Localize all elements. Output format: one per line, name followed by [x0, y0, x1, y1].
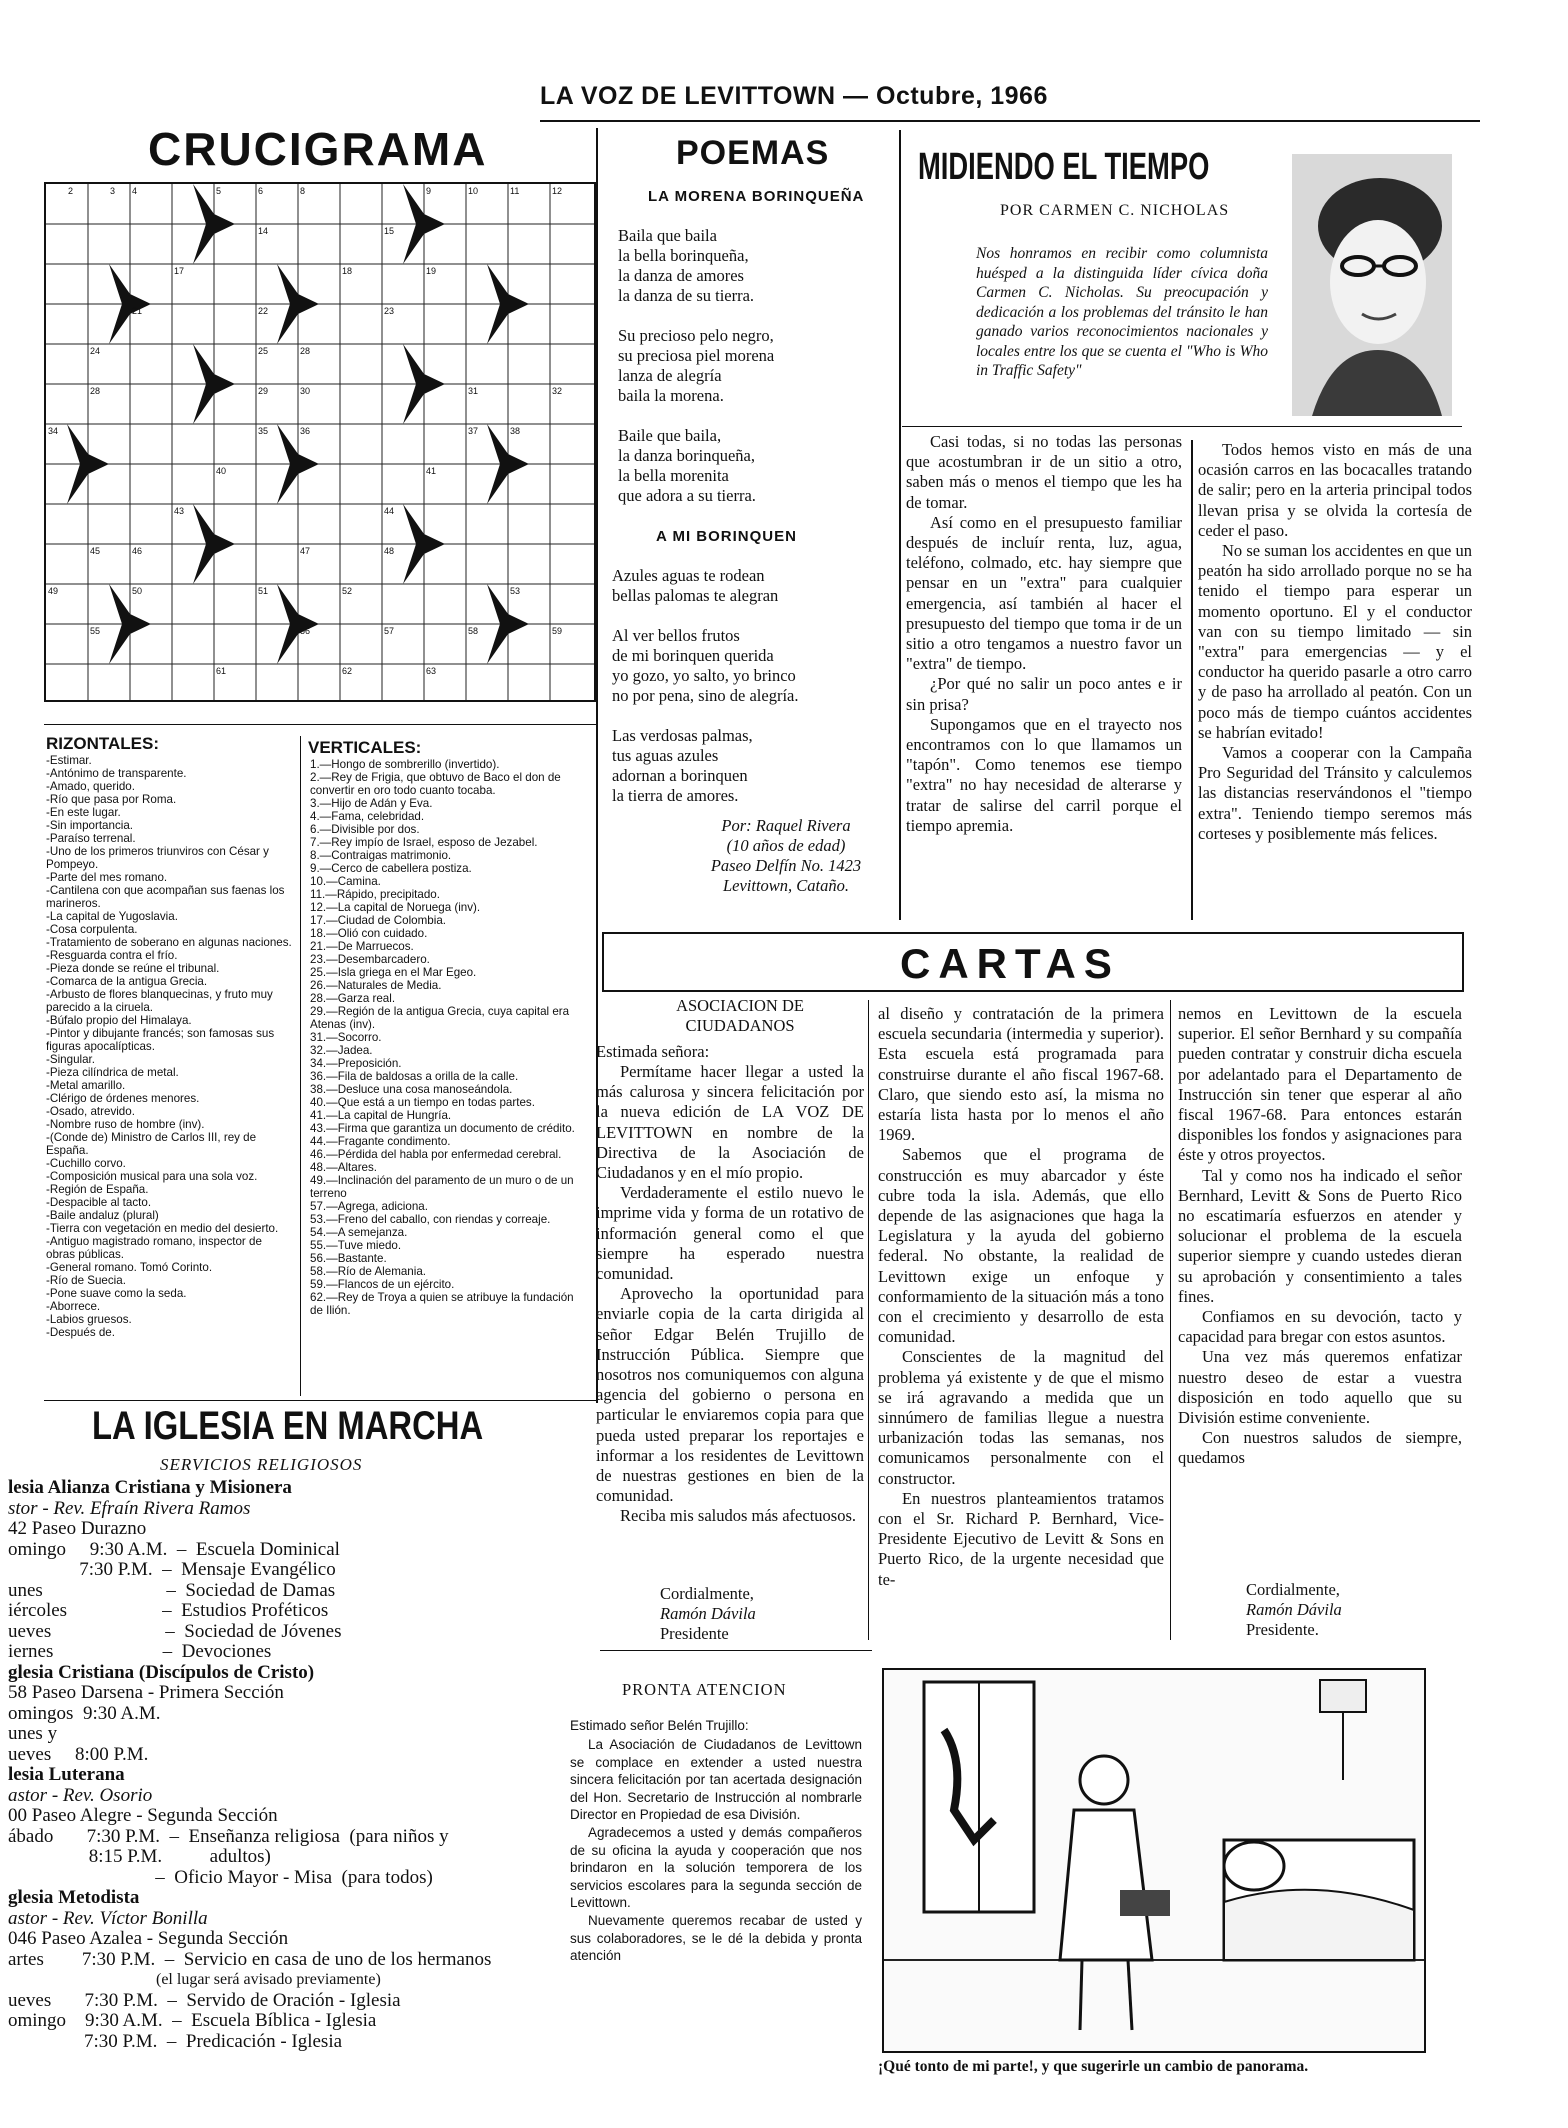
poem-line: Baila que baila: [618, 226, 717, 245]
service-line: stor - Rev. Efraín Rivera Ramos: [8, 1497, 251, 1519]
svg-text:18: 18: [342, 266, 353, 276]
clue-item: 36.—Fila de baldosas a orilla de la calle.: [310, 1070, 519, 1083]
poem-line: adornan a borinquen: [612, 766, 748, 785]
clue-item: -Región de España.: [46, 1183, 149, 1196]
svg-text:53: 53: [510, 586, 521, 596]
letter-paragraph: nemos en Levittown de la escuela superior. El señor Bernhard y su compañía pueden contratar y construir dicha escuela por adelantado para el Departamento de Instrucción sin tener que esperar al año fiscal 1967-68. Para entonces estarán disponibles los fondos y asignaciones para éste y otros proyectos.: [1178, 1004, 1462, 1165]
poem-line: de mi borinquen querida: [612, 646, 774, 665]
service-line: (el lugar será avisado previamente): [8, 1971, 381, 1988]
service-line: – Oficio Mayor - Misa (para todos): [8, 1866, 433, 1888]
clue-item: 29.—Región de la antigua Grecia, cuya capital era Atenas (inv).: [310, 1005, 570, 1031]
clue-item: 58.—Río de Alemania.: [310, 1265, 427, 1278]
clue-item: 31.—Socorro.: [310, 1031, 382, 1044]
article-paragraph: Todos hemos visto en más de una ocasión carros en las bocacalles tratando de salir; pero en la arteria principal todos llevan prisa y se olvida la cortesía de ceder el paso.: [1198, 440, 1472, 540]
svg-text:12: 12: [552, 186, 563, 196]
clue-item: -Parte del mes romano.: [46, 871, 168, 884]
poem-stanza: [618, 426, 888, 506]
svg-text:48: 48: [384, 546, 395, 556]
service-line: artes 7:30 P.M. – Servicio en casa de uno de los hermanos: [8, 1948, 492, 1970]
svg-text:2: 2: [68, 186, 74, 196]
poem-line: Al ver bellos frutos: [612, 626, 740, 645]
clue-item: -Río que pasa por Roma.: [46, 793, 177, 806]
letter-paragraph: En nuestros planteamientos tratamos con el Sr. Richard P. Bernhard, Vice-Presidente Ejecutivo de Levitt & Sons en Puerto Rico, de la urgente necesidad que te-: [878, 1488, 1164, 1589]
svg-text:61: 61: [216, 666, 227, 676]
poem-line: Las verdosas palmas,: [612, 726, 753, 745]
svg-text:5: 5: [216, 186, 222, 196]
carta1-body: [596, 1062, 864, 1527]
svg-text:3: 3: [110, 186, 116, 196]
clue-item: 57.—Agrega, adiciona.: [310, 1200, 428, 1213]
letter-paragraph: al diseño y contratación de la primera escuela secundaria (intermedia y superior). Esta escuela está programada para construirse durante el año fiscal 1967-68. Claro, que siendo esto así, la misma no estaría lista hasta por lo menos el año 1969.: [878, 1004, 1164, 1145]
service-line: iércoles – Estudios Proféticos: [8, 1600, 329, 1621]
poem-line: Su precioso pelo negro,: [618, 326, 774, 345]
masthead-rule: [540, 120, 1480, 122]
letter-paragraph: Con nuestros saludos de siempre, quedamos: [1178, 1428, 1462, 1468]
carta2-body: [878, 1004, 1164, 1590]
clue-item: -Osado, atrevido.: [46, 1105, 135, 1118]
iglesia-subtitle: SERVICIOS RELIGIOSOS: [160, 1455, 363, 1474]
poem-line: que adora a su tierra.: [618, 486, 756, 505]
letter-paragraph: Conscientes de la magnitud del problema yá existente y de que el mismo se irá agravando a medida que un sinnúmero de familias llegue a nuestra urbanización todas las semanas, nos comunicamos personalmente con el constructor.: [878, 1347, 1164, 1488]
cartoon-caption: ¡Qué tonto de mi parte!, y que sugerirle un cambio de panorama.: [878, 2058, 1309, 2075]
service-line: 046 Paseo Azalea - Segunda Sección: [8, 1928, 289, 1949]
clue-item: -Sin importancia.: [46, 819, 133, 832]
svg-text:17: 17: [174, 266, 185, 276]
service-line: 58 Paseo Darsena - Primera Sección: [8, 1682, 284, 1703]
svg-text:43: 43: [174, 506, 185, 516]
clue-item: 23.—Desembarcadero.: [310, 953, 430, 966]
clue-item: -Baile andaluz (plural): [46, 1209, 159, 1222]
svg-text:63: 63: [426, 666, 437, 676]
signature-line: Levittown, Cataño.: [722, 876, 850, 895]
poem2-title: A MI BORINQUEN: [656, 528, 797, 545]
poem-line: baila la morena.: [618, 386, 724, 405]
svg-text:58: 58: [468, 626, 479, 636]
clue-item: 41.—La capital de Hungría.: [310, 1109, 452, 1122]
clue-item: 3.—Hijo de Adán y Eva.: [310, 797, 433, 810]
carta3-closing: [1246, 1580, 1342, 1640]
service-line: 7:30 P.M. – Predicación - Iglesia: [8, 2030, 343, 2052]
column-rule: [1191, 440, 1193, 920]
closing-line: Cordialmente,: [1246, 1580, 1340, 1599]
svg-text:52: 52: [342, 586, 353, 596]
carta3-body: [1178, 1004, 1462, 1469]
horizontales-heading: RIZONTALES:: [46, 734, 160, 753]
clue-item: -Comarca de la antigua Grecia.: [46, 975, 208, 988]
clue-item: -Clérigo de órdenes menores.: [46, 1092, 200, 1105]
midiendo-intro: Nos honramos en recibir como columnista huésped a la distinguida líder cívica doña Carmen C. Nicholas. Su preocupación y dedicación a los problemas del tránsito le han ganado varios reconocimientos nacionales y locales entre los que se cuenta el "Who is Who in Traffic Safety": [976, 245, 1268, 379]
poem-line: la bella borinqueña,: [618, 246, 749, 265]
column-rule: [868, 1000, 869, 1640]
service-line: omingos 9:30 A.M.: [8, 1702, 161, 1724]
clue-item: 62.—Rey de Troya a quien se atribuye la fundación de Ilión.: [310, 1291, 574, 1317]
service-line: glesia Cristiana (Discípulos de Cristo): [8, 1661, 315, 1683]
svg-text:49: 49: [48, 586, 59, 596]
clue-item: -Pintor y dibujante francés; son famosas sus figuras apocalípticas.: [46, 1027, 275, 1053]
crossword-cells: [46, 184, 594, 700]
poem-stanza: [618, 226, 888, 306]
svg-text:28: 28: [300, 346, 311, 356]
carta1-closing: [660, 1584, 756, 1644]
service-line: 7:30 P.M. – Mensaje Evangélico: [8, 1559, 336, 1580]
signature-line: Por: Raquel Rivera: [721, 816, 851, 835]
svg-text:15: 15: [384, 226, 395, 236]
service-line: unes – Sociedad de Damas: [8, 1579, 336, 1601]
pronta-title: PRONTA ATENCION: [622, 1680, 787, 1699]
clue-item: -Uno de los primeros triunviros con César y Pompeyo.: [46, 845, 269, 871]
clue-column-rule: [300, 736, 301, 1396]
letter-paragraph: Confiamos en su devoción, tacto y capacidad para bregar con estos asuntos.: [1178, 1307, 1462, 1347]
clue-item: 8.—Contraigas matrimonio.: [310, 849, 452, 862]
service-line: lesia Alianza Cristiana y Misionera: [8, 1477, 292, 1498]
clue-item: -Singular.: [46, 1053, 95, 1066]
article-paragraph: ¿Por qué no salir un poco antes e ir sin prisa?: [906, 674, 1182, 714]
svg-text:19: 19: [426, 266, 437, 276]
svg-text:59: 59: [552, 626, 563, 636]
article-paragraph: No se suman los accidentes en que un peatón ha sido arrollado porque no se ha tenido el tiempo para esperar un momento oportuno. El y el conductor van con su tiempo limitado — sin "extra" para emergencias — y el conductor ha querido pasarle a otro carro y de paso ha arrollado al peatón. Con un poco más de tiempo cuántos accidentes se habrían evitado!: [1198, 541, 1472, 742]
poem-line: tus aguas azules: [612, 746, 719, 765]
service-line: astor - Rev. Víctor Bonilla: [8, 1907, 208, 1929]
article-paragraph: Casi todas, si no todas las personas que acostumbran ir de un sitio a otro, saben más o menos el tiempo que les ha de tomar.: [906, 432, 1182, 512]
carta1-salutation: Estimada señora:: [596, 1042, 710, 1061]
signature-line: (10 años de edad): [726, 836, 846, 855]
clue-item: 9.—Cerco de cabellera postiza.: [310, 862, 472, 875]
clue-item: 48.—Altares.: [310, 1161, 378, 1174]
article-paragraph: Supongamos que en el trayecto nos encontramos con lo que llamamos un "tapón". Como tenemos ese tiempo "extra" no hay necesidad de alterarse y tratar de salirse del carril porque el tiempo apremia.: [906, 714, 1182, 835]
svg-text:47: 47: [300, 546, 311, 556]
clue-item: -Antónimo de transparente.: [46, 767, 187, 780]
svg-text:9: 9: [426, 186, 432, 196]
svg-text:28: 28: [90, 386, 101, 396]
letter-paragraph: La Asociación de Ciudadanos de Levittown se complace en extender a usted nuestra sincera felicitación por tan acertada designación del Hon. Secretario de Instrucción al nombrarle Director en Propiedad de esa División.: [570, 1737, 862, 1823]
letter-paragraph: Reciba mis saludos más afectuosos.: [620, 1506, 856, 1526]
poem-line: no por pena, sino de alegría.: [612, 686, 799, 705]
closing-line: Cordialmente,: [660, 1584, 754, 1603]
clue-item: 55.—Tuve miedo.: [310, 1239, 402, 1252]
svg-text:46: 46: [132, 546, 143, 556]
clue-item: 7.—Rey impío de Israel, esposo de Jezabel.: [310, 836, 538, 849]
iglesia-title: LA IGLESIA EN MARCHA: [92, 1404, 484, 1448]
clues-rule: [44, 724, 596, 725]
midiendo-col1: [906, 432, 1182, 836]
service-line: glesia Metodista: [8, 1887, 140, 1908]
svg-text:29: 29: [258, 386, 269, 396]
letter-paragraph: Agradecemos a usted y demás compañeros de su oficina la ayuda y cooperación que nos brindaron en la solución temporera de los servicios escolares para la segunda sección de Levittown.: [570, 1824, 862, 1911]
service-line: omingo 9:30 A.M. – Escuela Bíblica - Iglesia: [8, 2010, 377, 2031]
clue-item: 18.—Olió con cuidado.: [310, 927, 428, 940]
svg-text:14: 14: [258, 226, 269, 236]
midiendo-col2: [1198, 440, 1472, 844]
iglesia-services: [8, 1478, 588, 2052]
letter-paragraph: Aprovecho la oportunidad para enviarle copia de la carta dirigida al señor Edgar Belén Trujillo de Instrucción Pública. Siempre que nosotros nos comuniquemos con alguna agencia del gobierno o persona en particular le enviaremos copia para que pueda usted preparar los reportajes e informar a los residentes de Levittown de nuestras gestiones en bien de la comunidad.: [596, 1284, 864, 1506]
svg-text:25: 25: [258, 346, 269, 356]
letter-paragraph: Nuevamente queremos recabar de usted y sus colaboradores, se le dé la debida y pronta atención: [570, 1912, 862, 1964]
svg-text:4: 4: [132, 186, 138, 196]
clue-item: 4.—Fama, celebridad.: [310, 810, 425, 823]
pronta-body: [570, 1736, 862, 1965]
poem-line: la danza de su tierra.: [618, 286, 755, 305]
service-line: 00 Paseo Alegre - Segunda Sección: [8, 1805, 278, 1826]
service-line: iernes – Devociones: [8, 1641, 272, 1662]
svg-text:45: 45: [90, 546, 101, 556]
clue-item: -Pone suave como la seda.: [46, 1287, 187, 1300]
clue-item: -La capital de Yugoslavia.: [46, 910, 178, 923]
article-paragraph: Así como en el presupuesto familiar después de incluír renta, luz, agua, teléfono, colmado, etc. hay siempre que pensar en un "extra" para cualquier emergencia, así también al hacer el presupuesto del tiempo que toma ir de un sitio a otro tengamos a nuestro favor un "extra" de tiempo.: [906, 512, 1182, 674]
clue-item: 32.—Jadea.: [310, 1044, 373, 1057]
cartas-title: CARTAS: [900, 940, 1120, 987]
clue-item: 1.—Hongo de sombrerillo (invertido).: [310, 758, 500, 771]
midiendo-byline: POR CARMEN C. NICHOLAS: [1000, 202, 1230, 219]
letter-paragraph: Verdaderamente el estilo nuevo le imprime vida y forma de un rotativo de información general como el que siempre ha esperado nuestra comunidad.: [596, 1183, 864, 1284]
svg-text:38: 38: [510, 426, 521, 436]
svg-text:62: 62: [342, 666, 353, 676]
svg-text:10: 10: [468, 186, 479, 196]
poem-stanza: [612, 566, 892, 606]
poem-line: la bella morenita: [618, 466, 729, 485]
horizontales-list: [46, 754, 294, 1339]
pronta-rule: [600, 1650, 872, 1651]
clue-item: -Arbusto de flores blanquecinas, y fruto muy parecido a la ciruela.: [46, 988, 273, 1014]
closing-line: Presidente: [660, 1624, 729, 1643]
poem-line: Azules aguas te rodean: [612, 566, 765, 585]
svg-text:36: 36: [300, 426, 311, 436]
portrait-image: [1292, 154, 1452, 416]
poem-line: la tierra de amores.: [612, 786, 739, 805]
svg-text:21: 21: [132, 306, 143, 316]
service-line: unes y: [8, 1723, 58, 1744]
article-paragraph: Vamos a cooperar con la Campaña Pro Seguridad del Tránsito y calculemos las distancias reservándonos el "tiempo extra". Teniendo tiempo seremos más corteses y posiblemente más felices.: [1198, 743, 1472, 843]
letter-paragraph: Permítame hacer llegar a usted la más calurosa y sincera felicitación por la nueva edición de LA VOZ DE LEVITTOWN en nombre de la Directiva de la Asociación de Ciudadanos y en el mío propio.: [596, 1062, 864, 1183]
clue-item: -Búfalo propio del Himalaya.: [46, 1014, 192, 1027]
poem-stanza: [618, 326, 888, 406]
svg-text:37: 37: [468, 426, 479, 436]
midiendo-rule: [902, 426, 1462, 427]
poem-signature: [676, 816, 896, 896]
clue-item: 6.—Divisible por dos.: [310, 823, 420, 836]
poem1-title: LA MORENA BORINQUEÑA: [648, 188, 865, 205]
clue-item: -Antiguo magistrado romano, inspector de obras públicas.: [46, 1235, 262, 1261]
clue-item: -Después de.: [46, 1326, 115, 1339]
letter-paragraph: Sabemos que el programa de construcción es muy abarcador y éste cubre toda la isla. Además, que ello depende de las asignaciones que haga la Legislatura y la ayuda del gobierno federal. No obstante, la realidad de Levittown exige un enfoque y conformamiento de la situación más a tono con el crecimiento y desarrollo de esta comunidad.: [878, 1145, 1164, 1347]
clue-item: -Paraíso terrenal.: [46, 832, 136, 845]
verticales-list: [310, 758, 578, 1317]
poem-line: la danza borinqueña,: [618, 446, 755, 465]
svg-text:41: 41: [426, 466, 437, 476]
clue-item: -Pieza cilíndrica de metal.: [46, 1066, 179, 1079]
poem-line: la danza de amores: [618, 266, 744, 285]
svg-text:31: 31: [468, 386, 479, 396]
service-line: 42 Paseo Durazno: [8, 1518, 147, 1539]
clue-item: 43.—Firma que garantiza un documento de crédito.: [310, 1122, 575, 1135]
poem-stanza: [612, 626, 892, 706]
svg-text:32: 32: [552, 386, 563, 396]
service-line: ueves 7:30 P.M. – Servido de Oración - Iglesia: [8, 1989, 401, 2011]
clue-item: 38.—Desluce una cosa manoseándola.: [310, 1083, 513, 1096]
svg-text:6: 6: [258, 186, 264, 196]
clue-item: 40.—Que está a un tiempo en todas partes.: [310, 1096, 535, 1109]
clue-item: 21.—De Marruecos.: [310, 940, 414, 953]
svg-text:44: 44: [384, 506, 395, 516]
clue-item: -Amado, querido.: [46, 780, 135, 793]
poem2-body: [612, 566, 892, 826]
svg-text:35: 35: [258, 426, 269, 436]
svg-text:50: 50: [132, 586, 143, 596]
clue-item: 17.—Ciudad de Colombia.: [310, 914, 446, 927]
svg-text:56: 56: [300, 626, 311, 636]
svg-text:55: 55: [90, 626, 101, 636]
clue-item: -Río de Suecia.: [46, 1274, 126, 1287]
service-line: omingo 9:30 A.M. – Escuela Dominical: [8, 1538, 340, 1560]
clue-item: -Estimar.: [46, 754, 92, 767]
clue-item: 28.—Garza real.: [310, 992, 396, 1005]
iglesia-rule: [44, 1400, 596, 1401]
svg-text:8: 8: [300, 186, 306, 196]
clue-item: 56.—Bastante.: [310, 1252, 387, 1265]
clue-item: -Pieza donde se reúne el tribunal.: [46, 962, 220, 975]
clue-item: -Aborrece.: [46, 1300, 101, 1313]
clue-item: -Nombre ruso de hombre (inv).: [46, 1118, 205, 1131]
clue-item: 2.—Rey de Frigia, que obtuvo de Baco el don de convertir en oro todo cuanto tocaba.: [310, 771, 561, 797]
clue-item: 46.—Pérdida del habla por enfermedad cerebral.: [310, 1148, 562, 1161]
svg-text:51: 51: [258, 586, 269, 596]
poem1-body: [618, 226, 888, 526]
clue-item: 34.—Preposición.: [310, 1057, 402, 1070]
service-line: ábado 7:30 P.M. – Enseñanza religiosa (para niños y: [8, 1825, 449, 1847]
service-line: ueves – Sociedad de Jóvenes: [8, 1620, 342, 1642]
svg-text:11: 11: [510, 186, 520, 196]
clue-item: -En este lugar.: [46, 806, 121, 819]
service-line: ueves 8:00 P.M.: [8, 1743, 149, 1765]
pronta-salutation: Estimado señor Belén Trujillo:: [570, 1718, 749, 1733]
clue-item: -Tratamiento de soberano en algunas naciones.: [46, 936, 292, 949]
cartoon: [882, 1668, 1426, 2053]
poem-line: yo gozo, yo salto, yo brinco: [612, 666, 796, 685]
clue-item: -Metal amarillo.: [46, 1079, 126, 1092]
clue-item: 11.—Rápido, precipitado.: [310, 888, 440, 901]
svg-text:57: 57: [384, 626, 395, 636]
carta1-title: ASOCIACION DE CIUDADANOS: [676, 996, 804, 1035]
closing-line: Ramón Dávila: [1246, 1600, 1342, 1619]
letter-paragraph: Una vez más queremos enfatizar nuestro deseo de estar a vuestra disposición en todo aquello que su División estime conveniente.: [1178, 1347, 1462, 1428]
column-rule: [899, 130, 901, 920]
closing-line: Presidente.: [1246, 1620, 1319, 1639]
service-line: astor - Rev. Osorio: [8, 1784, 153, 1806]
poem-line: su preciosa piel morena: [618, 346, 775, 365]
clue-item: 44.—Fragante condimento.: [310, 1135, 451, 1148]
poem-line: Baile que baila,: [618, 426, 722, 445]
verticales-heading: VERTICALES:: [308, 738, 422, 757]
author-portrait: [1292, 154, 1452, 416]
svg-text:30: 30: [300, 386, 311, 396]
clue-item: -Cuchillo corvo.: [46, 1157, 126, 1170]
midiendo-title: MIDIENDO EL TIEMPO: [918, 146, 1210, 188]
clue-item: 10.—Camina.: [310, 875, 381, 888]
clue-item: 54.—A semejanza.: [310, 1226, 408, 1239]
svg-text:24: 24: [90, 346, 101, 356]
clue-item: 25.—Isla griega en el Mar Egeo.: [310, 966, 477, 979]
service-line: lesia Luterana: [8, 1764, 125, 1785]
crucigrama-title: CRUCIGRAMA: [148, 123, 488, 175]
poem-line: bellas palomas te alegran: [612, 586, 779, 605]
poem-line: lanza de alegría: [618, 366, 722, 385]
svg-text:34: 34: [48, 426, 59, 436]
clue-item: -General romano. Tomó Corinto.: [46, 1261, 213, 1274]
clue-item: 59.—Flancos de un ejército.: [310, 1278, 455, 1291]
masthead: LA VOZ DE LEVITTOWN — Octubre, 1966: [540, 82, 1048, 110]
svg-text:23: 23: [384, 306, 395, 316]
clue-item: -Cosa corpulenta.: [46, 923, 138, 936]
service-line: 8:15 P.M. adultos): [8, 1846, 271, 1867]
clue-item: -Despacible al tacto.: [46, 1196, 152, 1209]
clue-item: -(Conde de) Ministro de Carlos III, rey de España.: [46, 1131, 257, 1157]
column-rule: [1170, 1000, 1171, 1640]
svg-text:40: 40: [216, 466, 227, 476]
letter-paragraph: Tal y como nos ha indicado el señor Bernhard, Levitt & Sons de Puerto Rico no escatimaría esfuerzos en atender y solucionar el problema de la escuela superior siempre y cuando ustedes dieran su aprobación y consentimiento a tales fines.: [1178, 1165, 1462, 1306]
poem-stanza: [612, 726, 892, 806]
cartoon-drawing: [884, 1670, 1424, 2051]
clue-item: 53.—Freno del caballo, con riendas y correaje.: [310, 1213, 551, 1226]
clue-item: 26.—Naturales de Media.: [310, 979, 442, 992]
signature-line: Paseo Delfín No. 1423: [710, 856, 862, 875]
clue-item: -Cantilena con que acompañan sus faenas los marineros.: [46, 884, 285, 910]
clue-item: -Resguarda contra el frío.: [46, 949, 178, 962]
clue-item: 12.—La capital de Noruega (inv).: [310, 901, 481, 914]
crossword-grid: [44, 182, 596, 702]
clue-item: -Labios gruesos.: [46, 1313, 132, 1326]
clue-item: -Composición musical para una sola voz.: [46, 1170, 258, 1183]
clue-item: 49.—Inclinación del paramento de un muro o de un terreno: [310, 1174, 574, 1200]
cartas-banner: [602, 932, 1464, 992]
clue-item: -Tierra con vegetación en medio del desierto.: [46, 1222, 279, 1235]
svg-text:22: 22: [258, 306, 269, 316]
closing-line: Ramón Dávila: [660, 1604, 756, 1623]
poemas-title: POEMAS: [676, 134, 830, 172]
